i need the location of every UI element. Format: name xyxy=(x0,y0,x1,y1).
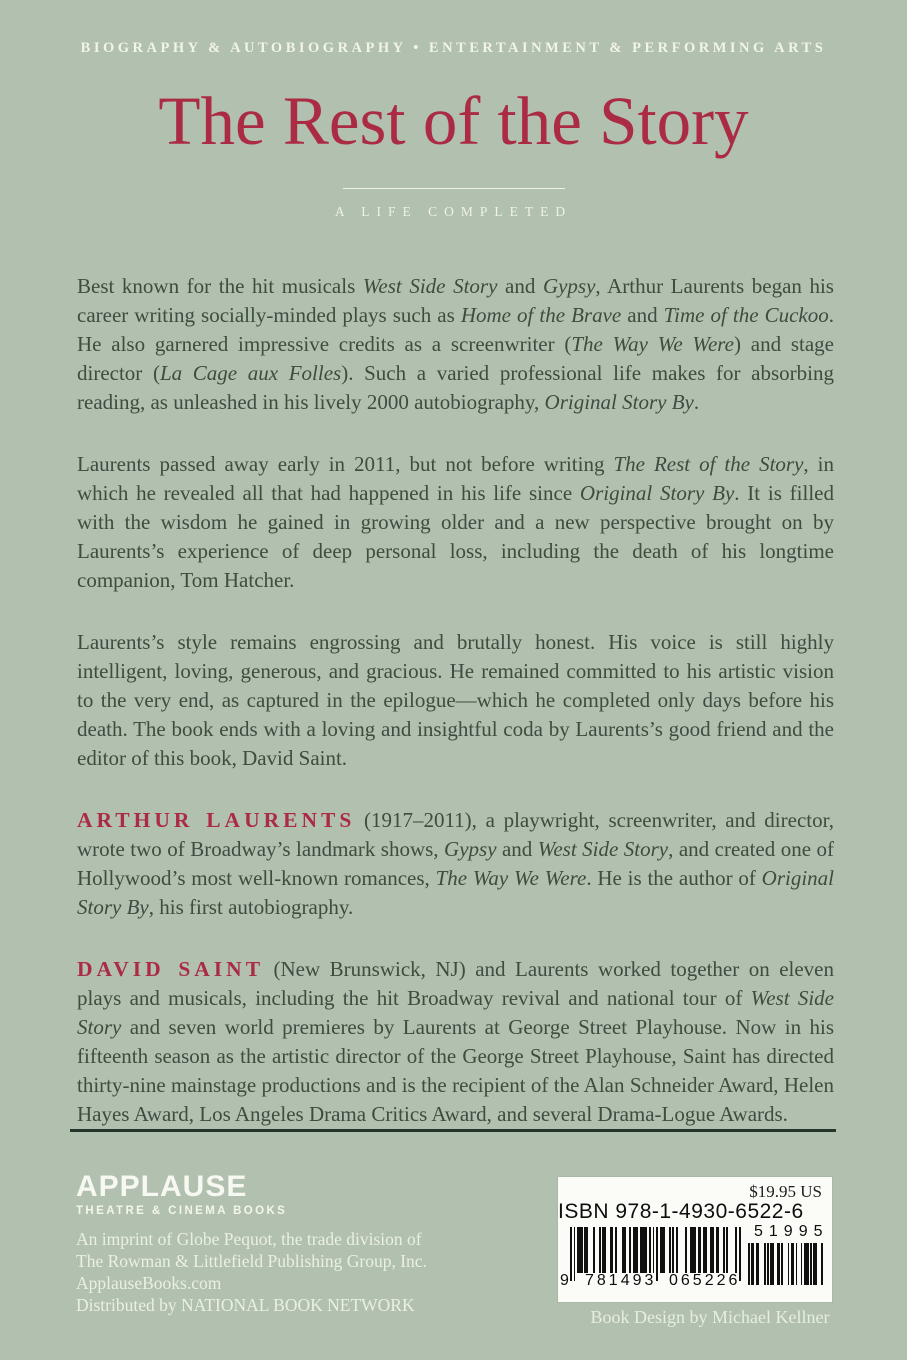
supplement-digits: 51995 xyxy=(754,1223,829,1240)
author-bio-laurents xyxy=(77,806,834,922)
imprint-lines xyxy=(76,1228,427,1316)
barcode-digit-group-2: 781493 xyxy=(585,1272,657,1289)
book-title: The Rest of the Story xyxy=(158,83,749,159)
bio-name-saint: DAVID SAINT xyxy=(77,957,265,981)
price-label: $19.95 US xyxy=(749,1182,822,1201)
barcode-digit-group-3: 065226 xyxy=(669,1272,741,1289)
category-line: BIOGRAPHY & AUTOBIOGRAPHY • ENTERTAINMENT & PERFORMING ARTS xyxy=(80,40,827,56)
author-bio-saint xyxy=(77,955,834,1129)
barcode-digit-group-1: 9 xyxy=(560,1272,569,1289)
bio-text-laurents: (1917–2011), a playwright, screenwriter, and director, wrote two of Broadway’s landmark shows, Gypsy and West Side Story, and created one of Hollywood’s most well-known romances, The Way We Were. He is the author of Original Story By, his first autobiography. xyxy=(77,808,835,919)
synopsis xyxy=(77,272,834,1129)
barcode-digits xyxy=(558,1273,758,1291)
book-subtitle: A LIFE COMPLETED xyxy=(334,204,573,219)
synopsis-paragraph-1: Best known for the hit musicals West Side Story and Gypsy, Arthur Laurents began his career writing socially-minded plays such as Home of the Brave and Time of the Cuckoo. He also garnered impressive credits as a screenwriter (The Way We Were) and stage director (La Cage aux Folles). Such a varied professional life makes for absorbing reading, as unleashed in his lively 2000 autobiography, Original Story By. xyxy=(77,274,834,414)
footer-divider xyxy=(70,1129,836,1132)
publisher-logo: APPLAUSE xyxy=(76,1170,248,1203)
synopsis-paragraph-2: Laurents passed away early in 2011, but not before writing The Rest of the Story, in which he revealed all that had happened in his life since Original Story By. It is filled with the wisdom he gained in growing older and a new perspective brought on by Laurents’s experience of deep personal loss, including the death of his longtime companion, Tom Hatcher. xyxy=(77,452,834,592)
barcode-box xyxy=(558,1177,832,1302)
imprint-line-3: ApplauseBooks.com xyxy=(76,1273,222,1293)
imprint-line-4: Distributed by NATIONAL BOOK NETWORK xyxy=(76,1295,415,1315)
publisher-block xyxy=(76,1172,427,1316)
publisher-logo-subtitle: THEATRE & CINEMA BOOKS xyxy=(76,1205,288,1217)
imprint-line-1: An imprint of Globe Pequot, the trade division of xyxy=(76,1229,422,1249)
bio-text-saint: (New Brunswick, NJ) and Laurents worked together on eleven plays and musicals, including the hit Broadway revival and national tour of West Side Story and seven world premieres by Laurents at George Street Playhouse. Now in his fifteenth season as the artistic director of the George Street Playhouse, Saint has directed thirty-nine mainstage productions and is the recipient of the Alan Schneider Award, Helen Hayes Award, Los Angeles Drama Critics Award, and several Drama-Logue Awards. xyxy=(77,957,834,1126)
imprint-line-2: The Rowman & Littlefield Publishing Group, Inc. xyxy=(76,1251,427,1271)
title-divider xyxy=(343,188,565,189)
isbn-label: ISBN 978-1-4930-6522-6 xyxy=(558,1200,804,1223)
bio-name-laurents: ARTHUR LAURENTS xyxy=(77,808,356,832)
ean5-supplement-barcode xyxy=(748,1243,823,1285)
design-credit: Book Design by Michael Kellner xyxy=(590,1307,830,1327)
synopsis-paragraph-3: Laurents’s style remains engrossing and brutally honest. His voice is still highly intelligent, loving, generous, and gracious. He remained committed to his artistic vision to the very end, as captured in the epilogue—which he completed only days before his death. The book ends with a loving and insightful coda by Laurents’s good friend and the editor of this book, David Saint. xyxy=(77,630,834,770)
